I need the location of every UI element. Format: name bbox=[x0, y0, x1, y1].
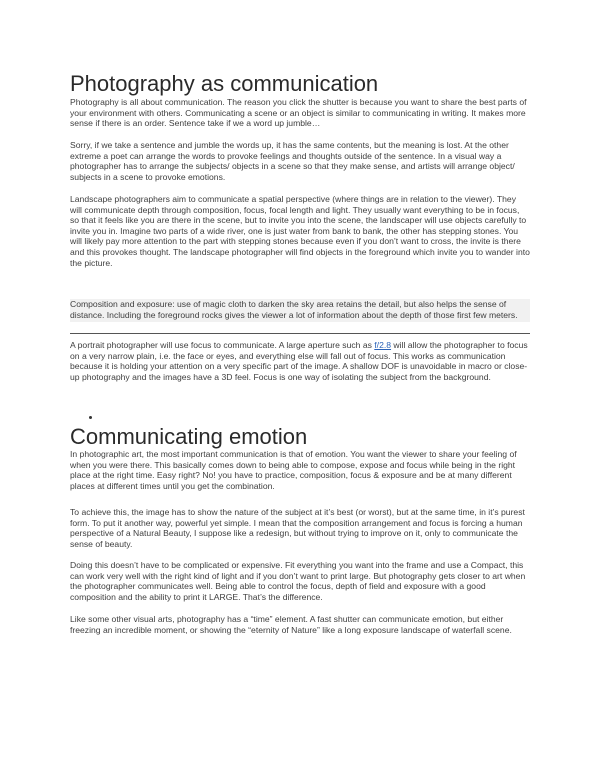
paragraph-emotion: In photographic art, the most important communication is that of emotion. You want the viewer to share your feeling of when you were there. This basically comes down to being able to compose, expose and focus while being in the right place at the right time. Easy right? No! you have to practice, composition, focus & exposure and be at many different places at different times until you get the combination. bbox=[70, 449, 517, 491]
image-caption-composition: Composition and exposure: use of magic cloth to darken the sky area retains the detail, but also helps the sense of distance. Including the foreground rocks gives the viewer a lot of information about the depth of those first few meters. bbox=[70, 299, 530, 322]
paragraph-compact: Doing this doesn’t have to be complicated or expensive. Fit everything you want into the frame and use a Compact, this can work very well with the right kind of light and if you don’t want to print large. But photography gets closer to art when the photographer communicates well. Being able to control the focus, depth of field and exposure with a good composition and the ability to print it LARGE. That’s the difference. bbox=[70, 560, 526, 602]
section-heading-communicating-emotion: Communicating emotion bbox=[70, 424, 308, 449]
paragraph-jumble: Sorry, if we take a sentence and jumble the words up, it has the same contents, but the meaning is lost. At the other extreme a poet can arrange the words to provoke feelings and thoughts outside of the sentence. In a visual way a photographer has to arrange the subjects/ objects in a scene so that they make sense, and artists will arrange object/ subjects in a scene to provoke emotions. bbox=[70, 140, 515, 182]
paragraph-achieve: To achieve this, the image has to show the nature of the subject at it’s best (or worst), but at the same time, in it’s purest form. To put it another way, powerful yet simple. I mean that the composition arrangement and focus is forcing a human perspective of a Natural Beauty, I suppose like a redesign, but without trying to improve on it, only to communicate the sense of beauty. bbox=[70, 507, 525, 549]
paragraph-landscape: Landscape photographers aim to communicate a spatial perspective (where things are in relation to the viewer). They will communicate depth through composition, focus, focal length and light. They usually want everything to be in focus, so that it feels like you are there in the scene, but to invite you into the scene, the landscaper will use objects carefully to invite you in. Imagine two parts of a wide river, one is just water from bank to bank, the other has stepping stones. You will likely pay more attention to the part with stepping stones because even if you don’t want to cross, the invite is there and this provokes thought. The landscape photographer will find objects in the foreground which invite you to wander into the picture. bbox=[70, 194, 530, 268]
bullet-dot bbox=[89, 416, 92, 419]
paragraph-time-element: Like some other visual arts, photography has a “time” element. A fast shutter can communicate emotion, but either freezing an incredible moment, or showing the “eternity of Nature” like a long exposure landscape of waterfall scene. bbox=[70, 614, 512, 635]
section-heading-photography-as-communication: Photography as communication bbox=[70, 71, 379, 96]
aperture-link[interactable]: f/2.8 bbox=[374, 340, 392, 350]
portrait-text-before: A portrait photographer will use focus to communicate. A large aperture such as bbox=[70, 340, 375, 350]
paragraph-portrait bbox=[70, 340, 530, 382]
paragraph-intro: Photography is all about communication. The reason you click the shutter is because you want to share the best parts of your environment with others. Communicating a scene or an object is similar to communicating in writing. It makes more sense if there is an order. Sentence take if we a word up jumble… bbox=[70, 97, 527, 129]
horizontal-divider bbox=[70, 333, 530, 334]
portrait-text-after: will allow the photographer to focus on a very narrow plain, i.e. the face or eyes, and everything else will fall out of focus. This works as communication because it is holding your attention on a very specific part of the image. A shallow DOF is unavoidable in macro or close-up photography and the images have a 3D feel. Focus is one way of isolating the subject from the background. bbox=[70, 340, 528, 382]
